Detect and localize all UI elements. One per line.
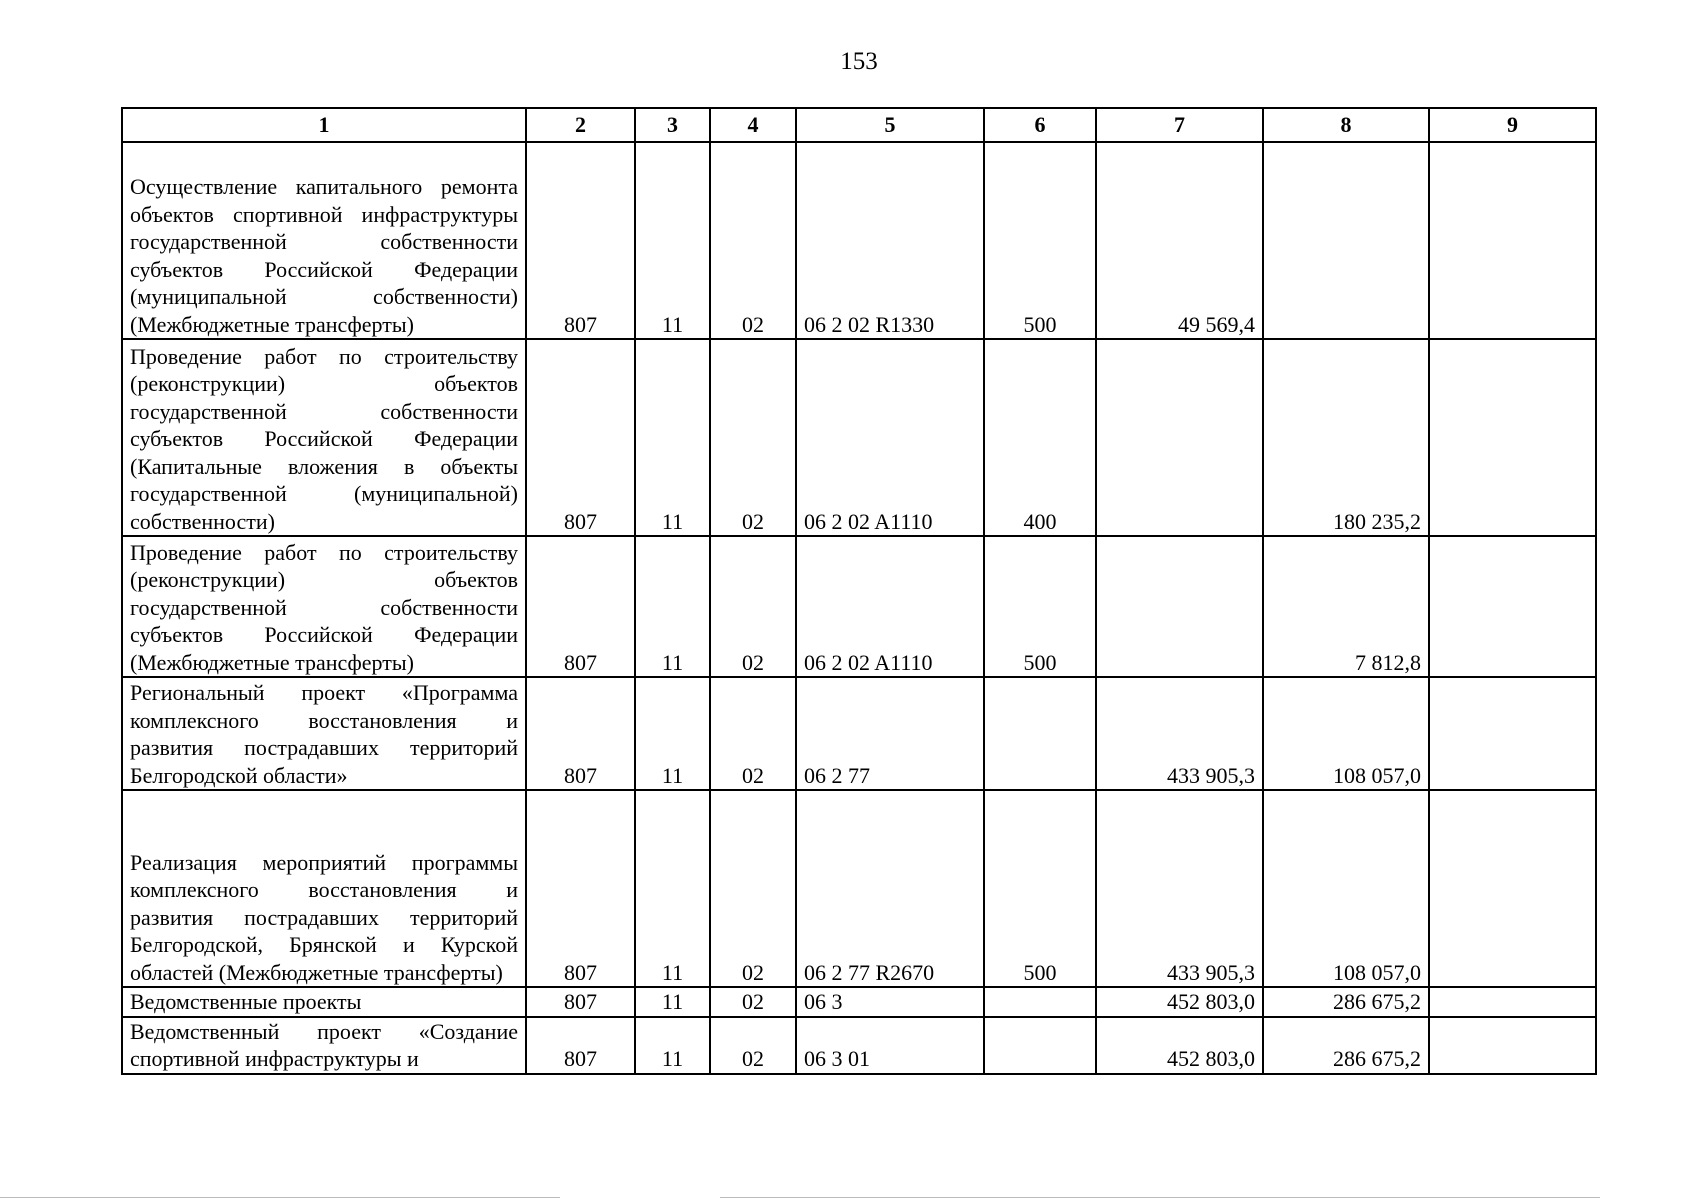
table-row bbox=[122, 677, 1596, 790]
cell-col-3: 11 bbox=[635, 790, 710, 987]
cell-col-7: 49 569,4 bbox=[1096, 142, 1263, 339]
cell-col-6: 500 bbox=[984, 536, 1096, 677]
cell-col-3: 11 bbox=[635, 1017, 710, 1074]
cell-col-2: 807 bbox=[526, 536, 635, 677]
row-description: Реализация мероприятий программы комплексного восстановления и развития пострадавших территорий Белгородской, Брянской и Курской областей (Межбюджетные трансферты) bbox=[122, 790, 526, 987]
column-header-1: 1 bbox=[122, 108, 526, 142]
cell-col-2: 807 bbox=[526, 987, 635, 1017]
cell-col-8: 180 235,2 bbox=[1263, 339, 1429, 536]
cell-col-7: 433 905,3 bbox=[1096, 677, 1263, 790]
column-header-5: 5 bbox=[796, 108, 984, 142]
column-header-3: 3 bbox=[635, 108, 710, 142]
column-header-8: 8 bbox=[1263, 108, 1429, 142]
row-description: Осуществление капитального ремонта объектов спортивной инфраструктуры государственной собственности субъектов Российской Федерации (муниципальной собственности) (Межбюджетные трансферты) bbox=[122, 142, 526, 339]
column-header-7: 7 bbox=[1096, 108, 1263, 142]
cell-col-2: 807 bbox=[526, 142, 635, 339]
column-header-9: 9 bbox=[1429, 108, 1596, 142]
cell-col-7 bbox=[1096, 536, 1263, 677]
table-row bbox=[122, 987, 1596, 1017]
cell-col-5: 06 3 bbox=[796, 987, 984, 1017]
cell-col-3: 11 bbox=[635, 677, 710, 790]
header-row bbox=[122, 108, 1596, 142]
cell-col-3: 11 bbox=[635, 536, 710, 677]
column-header-6: 6 bbox=[984, 108, 1096, 142]
cell-col-6 bbox=[984, 677, 1096, 790]
cell-col-4: 02 bbox=[710, 536, 796, 677]
cell-col-6 bbox=[984, 1017, 1096, 1074]
cell-col-7 bbox=[1096, 339, 1263, 536]
page-number: 153 bbox=[840, 48, 878, 75]
cell-col-5: 06 2 02 R1330 bbox=[796, 142, 984, 339]
cell-col-4: 02 bbox=[710, 790, 796, 987]
table-row bbox=[122, 536, 1596, 677]
cell-col-4: 02 bbox=[710, 142, 796, 339]
cell-col-4: 02 bbox=[710, 677, 796, 790]
cell-col-9 bbox=[1429, 142, 1596, 339]
cell-col-2: 807 bbox=[526, 677, 635, 790]
table-row bbox=[122, 339, 1596, 536]
table-row bbox=[122, 142, 1596, 339]
cell-col-2: 807 bbox=[526, 339, 635, 536]
scan-artifact-line bbox=[720, 1197, 1600, 1198]
cell-col-8 bbox=[1263, 142, 1429, 339]
cell-col-3: 11 bbox=[635, 987, 710, 1017]
cell-col-3: 11 bbox=[635, 339, 710, 536]
row-description: Ведомственный проект «Создание спортивной инфраструктуры и bbox=[122, 1017, 526, 1074]
cell-col-5: 06 2 77 R2670 bbox=[796, 790, 984, 987]
column-header-2: 2 bbox=[526, 108, 635, 142]
cell-col-3: 11 bbox=[635, 142, 710, 339]
cell-col-6: 400 bbox=[984, 339, 1096, 536]
row-description: Проведение работ по строительству (реконструкции) объектов государственной собственности субъектов Российской Федерации (Капитальные вложения в объекты государственной (муниципальной) собственности) bbox=[122, 339, 526, 536]
table-row bbox=[122, 790, 1596, 987]
cell-col-9 bbox=[1429, 677, 1596, 790]
cell-col-7: 452 803,0 bbox=[1096, 1017, 1263, 1074]
cell-col-4: 02 bbox=[710, 987, 796, 1017]
cell-col-9 bbox=[1429, 1017, 1596, 1074]
table-row bbox=[122, 1017, 1596, 1074]
cell-col-7: 452 803,0 bbox=[1096, 987, 1263, 1017]
scan-artifact-line bbox=[0, 1197, 560, 1198]
cell-col-9 bbox=[1429, 339, 1596, 536]
cell-col-5: 06 2 02 A1110 bbox=[796, 536, 984, 677]
cell-col-8: 108 057,0 bbox=[1263, 677, 1429, 790]
cell-col-8: 108 057,0 bbox=[1263, 790, 1429, 987]
cell-col-7: 433 905,3 bbox=[1096, 790, 1263, 987]
cell-col-6: 500 bbox=[984, 790, 1096, 987]
cell-col-4: 02 bbox=[710, 1017, 796, 1074]
cell-col-8: 286 675,2 bbox=[1263, 987, 1429, 1017]
row-description: Проведение работ по строительству (реконструкции) объектов государственной собственности субъектов Российской Федерации (Межбюджетные трансферты) bbox=[122, 536, 526, 677]
cell-col-5: 06 2 77 bbox=[796, 677, 984, 790]
budget-table bbox=[121, 107, 1597, 1075]
cell-col-9 bbox=[1429, 790, 1596, 987]
row-description: Региональный проект «Программа комплексного восстановления и развития пострадавших территорий Белгородской области» bbox=[122, 677, 526, 790]
cell-col-2: 807 bbox=[526, 1017, 635, 1074]
cell-col-6: 500 bbox=[984, 142, 1096, 339]
column-header-4: 4 bbox=[710, 108, 796, 142]
cell-col-5: 06 3 01 bbox=[796, 1017, 984, 1074]
cell-col-8: 7 812,8 bbox=[1263, 536, 1429, 677]
cell-col-5: 06 2 02 A1110 bbox=[796, 339, 984, 536]
cell-col-4: 02 bbox=[710, 339, 796, 536]
cell-col-2: 807 bbox=[526, 790, 635, 987]
cell-col-6 bbox=[984, 987, 1096, 1017]
cell-col-9 bbox=[1429, 987, 1596, 1017]
cell-col-9 bbox=[1429, 536, 1596, 677]
cell-col-8: 286 675,2 bbox=[1263, 1017, 1429, 1074]
row-description: Ведомственные проекты bbox=[122, 987, 526, 1017]
